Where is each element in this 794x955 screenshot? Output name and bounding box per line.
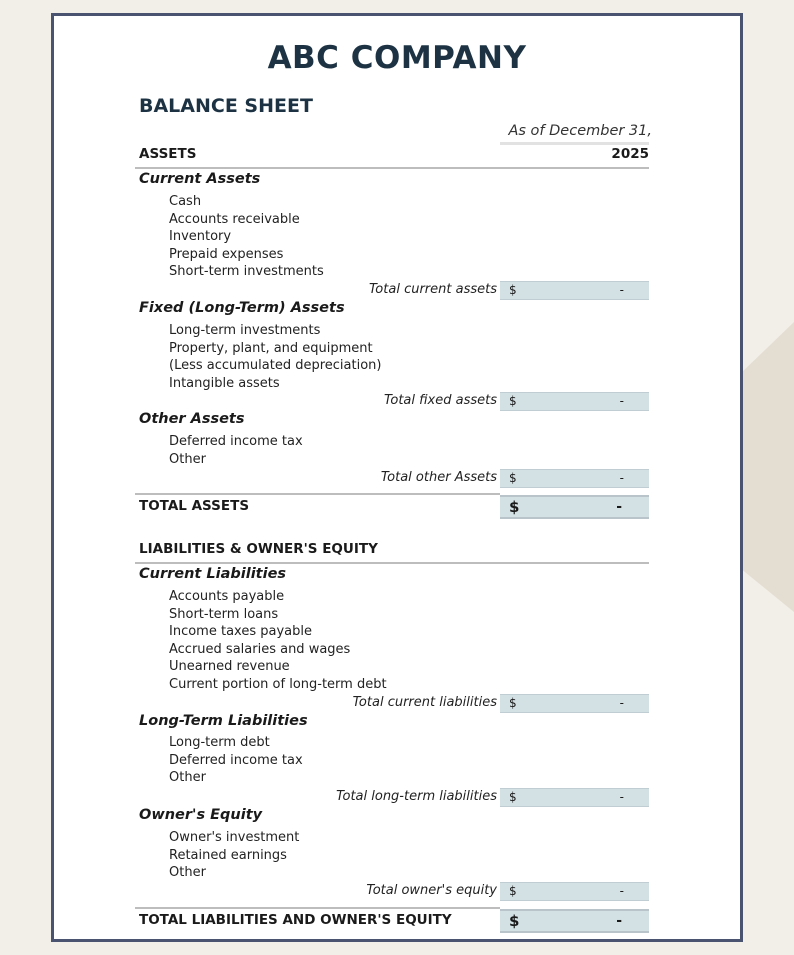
line-item-label: Accrued salaries and wages — [169, 641, 351, 657]
subtotal-value: - — [619, 394, 624, 408]
assets-grand-total-divider — [135, 493, 500, 495]
group-title: Other Assets — [139, 411, 245, 427]
subtotal-label: Total current liabilities — [352, 695, 497, 710]
subtotal-value-cell[interactable] — [500, 882, 649, 901]
subtotal-label: Total current assets — [368, 282, 497, 297]
currency-symbol: $ — [509, 912, 520, 930]
group-title: Owner's Equity — [139, 807, 263, 823]
liabilities-grand-total-divider — [135, 907, 500, 909]
line-item-label: Other — [169, 451, 206, 467]
line-item-label: Cash — [169, 194, 202, 209]
group-title: Current Liabilities — [139, 566, 287, 582]
line-item-label: Long-term debt — [169, 735, 270, 750]
assets-heading: ASSETS — [139, 146, 197, 162]
line-item-label: Inventory — [169, 229, 232, 245]
subtotal-value: - — [619, 471, 624, 485]
subtotal-value-cell[interactable] — [500, 392, 649, 411]
subtotal-value: - — [619, 696, 624, 710]
line-item-label: Other — [169, 865, 206, 881]
year-column-header: 2025 — [611, 146, 649, 162]
currency-symbol: $ — [509, 790, 517, 804]
subtotal-value-cell[interactable] — [500, 694, 649, 713]
sheet-title: BALANCE SHEET — [139, 95, 313, 117]
line-item-label: Retained earnings — [169, 847, 287, 863]
subtotal-label: Total owner's equity — [366, 883, 497, 898]
line-item-label: Unearned revenue — [169, 659, 290, 675]
balance-sheet-page — [51, 13, 743, 942]
as-of-label: As of December 31, — [508, 123, 652, 139]
currency-symbol: $ — [509, 471, 517, 485]
currency-symbol: $ — [509, 498, 520, 516]
company-name: ABC COMPANY — [267, 40, 527, 76]
currency-symbol: $ — [509, 696, 517, 710]
liabilities-heading: LIABILITIES & OWNER'S EQUITY — [139, 541, 378, 557]
group-title: Fixed (Long-Term) Assets — [139, 300, 345, 316]
line-item-label: Short-term investments — [169, 264, 324, 280]
line-item-label: Prepaid expenses — [169, 246, 284, 262]
grand-total-value-cell[interactable] — [500, 495, 649, 519]
line-item-label: Long-term investments — [169, 323, 321, 338]
currency-symbol: $ — [509, 283, 517, 297]
line-item-label: Deferred income tax — [169, 752, 303, 768]
line-item-label: Accounts payable — [169, 589, 285, 604]
line-item-label: Short-term loans — [169, 606, 279, 622]
currency-symbol: $ — [509, 884, 517, 898]
grand-total-value: - — [616, 913, 622, 929]
grand-total-value: - — [616, 499, 622, 515]
group-title: Current Assets — [139, 171, 261, 187]
subtotal-value: - — [619, 283, 624, 297]
line-item-label: Owner's investment — [169, 830, 300, 845]
subtotal-label: Total fixed assets — [384, 393, 497, 408]
assets-heading-divider — [135, 167, 649, 169]
currency-symbol: $ — [509, 394, 517, 408]
grand-total-value-cell[interactable] — [500, 909, 649, 933]
grand-total-label: TOTAL ASSETS — [139, 498, 250, 514]
group-title: Long-Term Liabilities — [139, 713, 308, 729]
subtotal-value: - — [619, 790, 624, 804]
subtotal-label: Total other Assets — [380, 470, 497, 485]
line-item-label: Income taxes payable — [169, 624, 312, 640]
subtotal-value: - — [619, 884, 624, 898]
subtotal-value-cell[interactable] — [500, 281, 649, 300]
line-item-label: Intangible assets — [169, 375, 280, 391]
line-item-label: Property, plant, and equipment — [169, 340, 373, 356]
line-item-label: Current portion of long-term debt — [169, 677, 387, 692]
subtotal-label: Total long-term liabilities — [336, 789, 497, 804]
liabilities-heading-divider — [135, 562, 649, 564]
subtotal-value-cell[interactable] — [500, 469, 649, 488]
line-item-label: Other — [169, 770, 206, 786]
grand-total-label: TOTAL LIABILITIES AND OWNER'S EQUITY — [139, 912, 452, 928]
line-item-label: (Less accumulated depreciation) — [169, 358, 382, 374]
subtotal-value-cell[interactable] — [500, 788, 649, 807]
line-item-label: Deferred income tax — [169, 434, 303, 449]
line-item-label: Accounts receivable — [169, 211, 300, 227]
